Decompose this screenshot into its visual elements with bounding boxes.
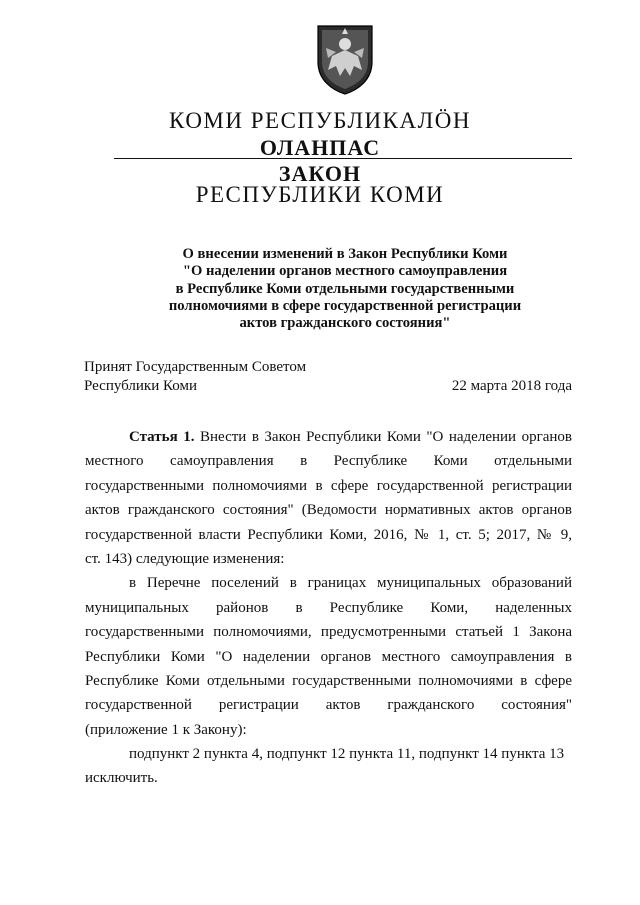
article-line: государственной власти Республики Коми, 2016, № 1, ст. 5; 2017, № 9,: [85, 526, 572, 543]
para2-line: государственными полномочиями, предусмотренными статьей 1 Закона: [85, 624, 572, 641]
subject-line: полномочиями в сфере государственной регистрации: [168, 297, 522, 314]
article-line: ст. 143) следующие изменения:: [85, 550, 285, 567]
para3-line: подпункт 2 пункта 4, подпункт 12 пункта 11, подпункт 14 пункта 13: [129, 746, 565, 763]
article-line: актов гражданского состояния" (Ведомости нормативных актов органов: [85, 502, 572, 519]
article-body: [85, 425, 572, 791]
subject-line: актов гражданского состояния": [239, 315, 451, 332]
para2-line: Республике Коми отдельными государственными полномочиями в сфере: [85, 672, 572, 689]
article-line: местного самоуправления в Республике Коми отдельными: [85, 453, 572, 470]
para2-line: государственной регистрации актов гражданского состояния": [85, 697, 572, 714]
para3-line: исключить.: [85, 770, 158, 787]
subject-line: "О наделении органов местного самоуправления: [182, 263, 508, 280]
header-divider: [114, 158, 572, 159]
article-label: Статья 1.: [129, 429, 195, 445]
law-subject-title: [110, 246, 580, 332]
article-first-line-text: Внести в Закон Республики Коми "О наделении органов: [200, 429, 573, 445]
subject-line: О внесении изменений в Закон Республики Коми: [182, 246, 508, 262]
para2-line: муниципальных районов в Республике Коми, наделенных: [85, 599, 572, 616]
adoption-date: 22 марта 2018 года: [451, 378, 572, 394]
article-line: государственными полномочиями в сфере государственной регистрации: [85, 477, 572, 494]
adoption-info: [84, 358, 306, 396]
subject-line: в Республике Коми отдельными государственными: [175, 280, 515, 297]
para2-line: (приложение 1 к Закону):: [85, 721, 247, 738]
para2-line: Республики Коми "О наделении органов местного самоуправления в: [85, 648, 572, 665]
header-zakon: ЗАКОН: [278, 161, 362, 186]
article-first-line: [85, 425, 572, 449]
adopted-by-line2: Республики Коми: [84, 378, 197, 394]
header-olanpas: ОЛАНПАС: [259, 135, 381, 160]
header-republic: РЕСПУБЛИКИ КОМИ: [195, 182, 445, 207]
komi-coat-of-arms-emblem: [314, 22, 376, 96]
para2-line: в Перечне поселений в границах муниципальных образований: [129, 575, 572, 592]
adopted-by-line1: Принят Государственным Советом: [84, 359, 307, 375]
header-komi-line: КОМИ РЕСПУБЛИКАЛӦН: [169, 108, 471, 133]
